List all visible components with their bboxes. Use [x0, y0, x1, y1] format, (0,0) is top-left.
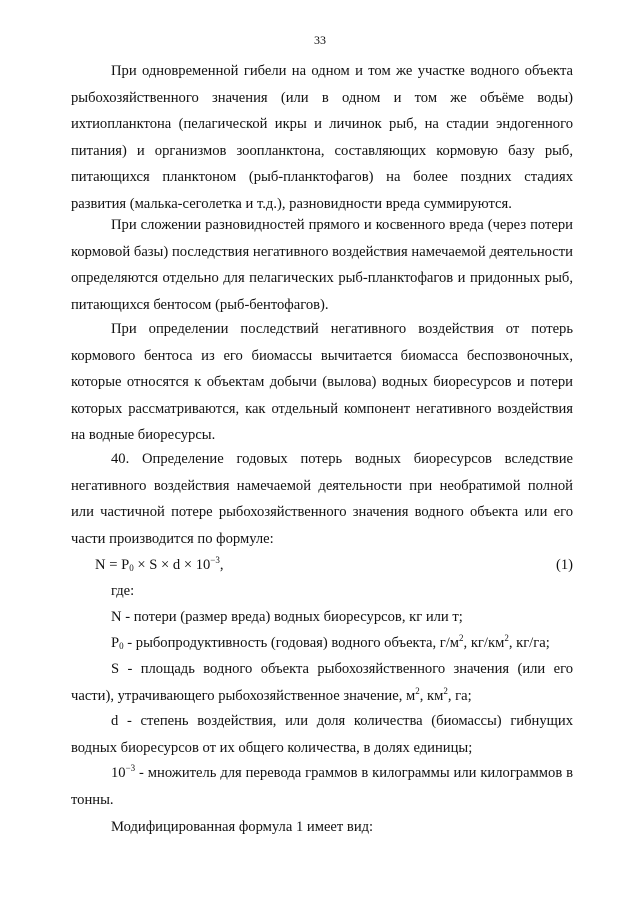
page-number: 33 — [314, 33, 326, 47]
formula-1 — [95, 552, 573, 579]
definition-p0: $P_0$ - рыбопродуктивность (годовая) водного объекта, $г/м^2$, $кг/км^2$, кг/га; — [111, 633, 550, 651]
paragraph-simultaneous-loss: При одновременной гибели на одном и том же участке водного объекта рыбохозяйственного значения (или в одном и том же объёме воды) ихтиопланктона (пелагической икры и личинок рыб, на стадии эндогенного питания) и организмов зоопланктона, составляющих кормовую базу рыб, питающихся планктоном (рыб-планктофагов) на более поздних стадиях развития (малька-сеголетка и т.д.), разновидности вреда суммируются. — [71, 63, 573, 212]
paragraph-damage-sum: При сложении разновидностей прямого и косвенного вреда (через потери кормовой базы) последствия негативного воздействия намечаемой деятельности определяются отдельно для пелагических рыб-планктофагов и придонных рыб, питающихся бентосом (рыб-бентофагов). — [71, 217, 573, 313]
formula-number: (1) — [555, 557, 573, 573]
paragraph-benthos: При определении последствий негативного воздействия от потерь кормового бентоса из его биомассы вычитается биомасса беспозвоночных, которые относятся к объектам добычи (вылова) водных биоресурсов и потери которых рассматриваются, как отдельный компонент негативного воздействия на водные биоресурсы. — [71, 321, 573, 443]
paragraph-modified-formula: Модифицированная формула 1 имеет вид: — [111, 819, 374, 835]
paragraph-item-40: 40. Определение годовых потерь водных биоресурсов вследствие негативного воздействия намечаемой деятельности при необратимой полной или частичной потере рыбохозяйственного значения водного объекта или его части производится по формуле: — [71, 451, 573, 547]
definition-n: N - потери (размер вреда) водных биоресурсов, кг или т; — [111, 609, 463, 625]
where-label: где: — [111, 583, 135, 599]
formula-expression: $N = P_0 \times S \times d \times 10^{-3}$, — [95, 555, 224, 573]
definition-s: S - площадь водного объекта рыбохозяйственного значения (или его части), утрачивающего рыбохозяйственное значение, $м^2$, $км^2$, га; — [71, 661, 573, 704]
definition-ten: $10^{-3}$ - множитель для перевода граммов в килограммы или килограммов в тонны. — [71, 763, 573, 808]
definition-d: d - степень воздействия, или доля количества (биомассы) гибнущих водных биоресурсов от их общего количества, в долях единицы; — [71, 713, 573, 756]
